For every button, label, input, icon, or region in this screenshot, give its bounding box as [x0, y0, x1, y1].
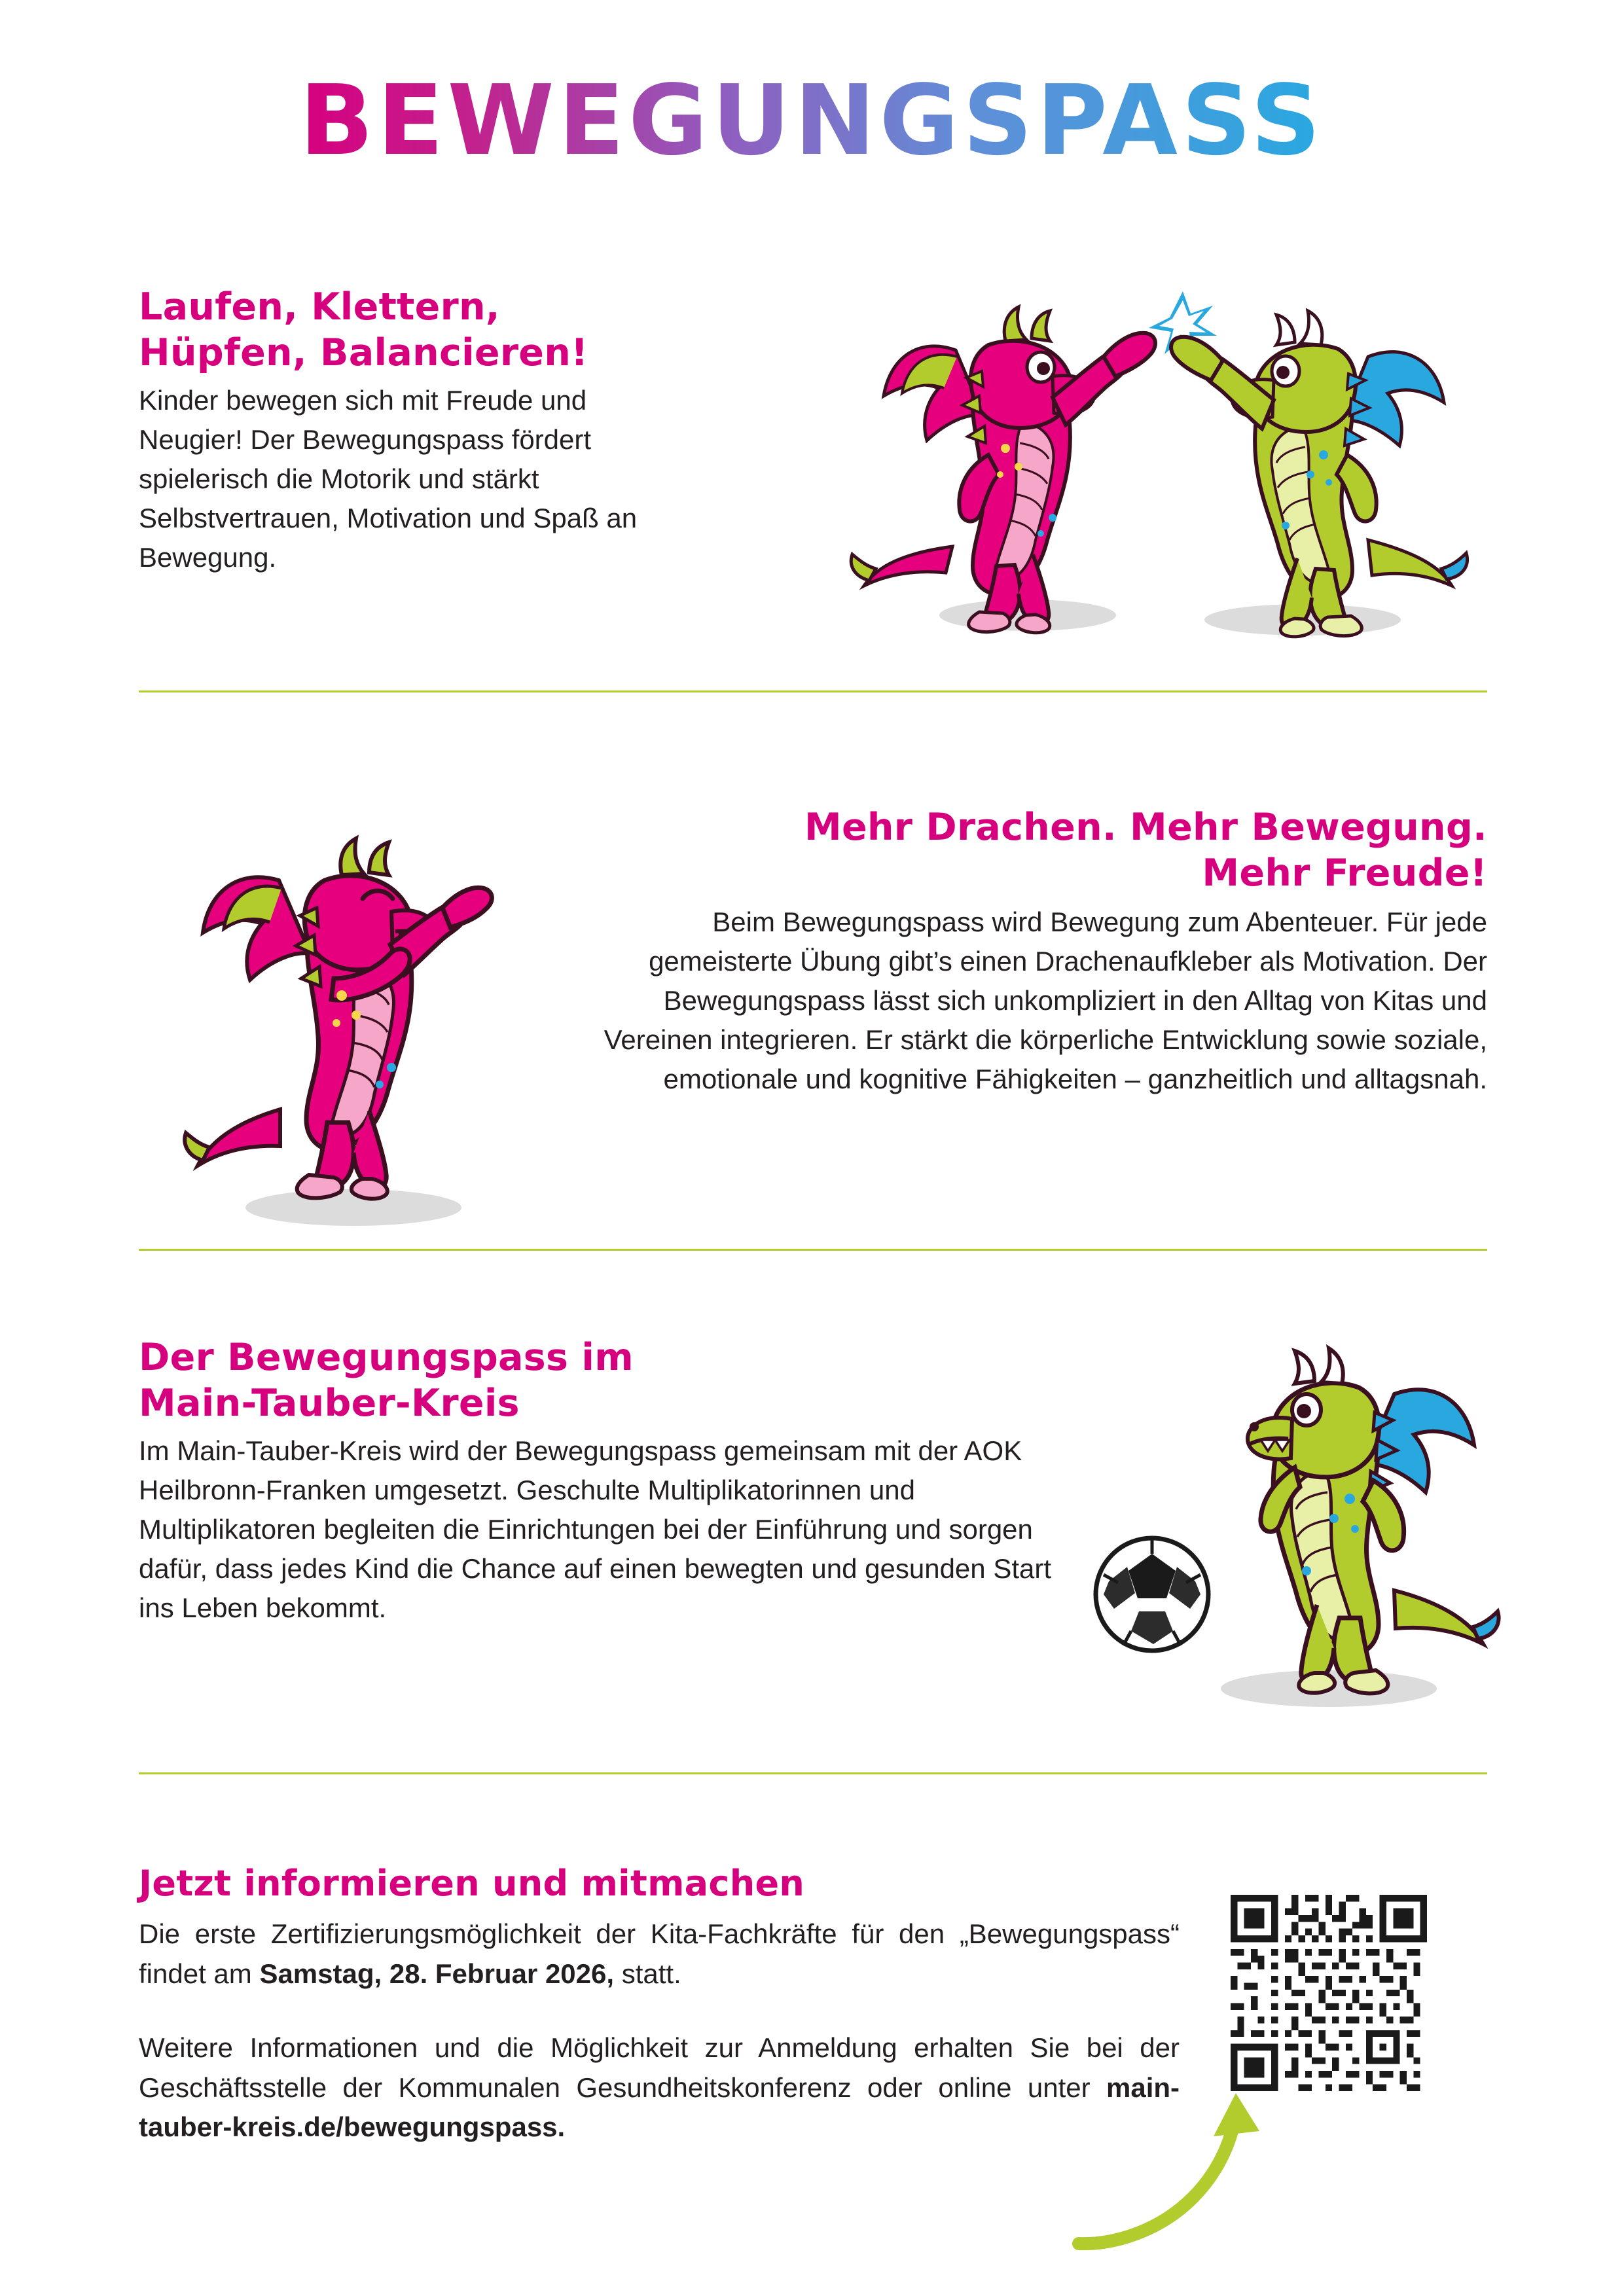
section-laufen-klettern-text — [139, 285, 682, 577]
cta-paragraph-1-part2: statt. — [614, 1958, 681, 1989]
section-main-tauber-kreis-text — [139, 1335, 1055, 1628]
green-dragon-with-football-illustration — [1054, 1309, 1532, 1721]
section-mehr-drachen-heading-line1: Mehr Drachen. Mehr Bewegung. — [804, 806, 1487, 849]
cta-paragraph-2 — [139, 2028, 1180, 2148]
cta-heading: Jetzt informieren und mitmachen — [139, 1863, 805, 1904]
cta-paragraph-1-part1: Die erste Zertifizierungsmöglichkeit der Kita-Fachkräfte für den „Bewegungspass“ findet am — [139, 1918, 1180, 1989]
cta-block — [139, 1862, 1180, 2147]
section-mehr-drachen-body: Beim Bewegungspass wird Bewegung zum Abenteuer. Für jede gemeisterte Übung gibt’s einen Drachenaufkleber als Motivation. Der Bewegungspass lässt sich unkompliziert in den Alltag von Kitas und Vereinen integrieren. Er stärkt die körperliche Entwicklung sowie soziale, emotionale und kognitive Fähigkeiten – ganzheitlich und alltagsnah. — [604, 906, 1487, 1095]
section-laufen-klettern-heading-line2: Hüpfen, Balancieren! — [139, 331, 588, 374]
section-mehr-drachen-heading-line2: Mehr Freude! — [1202, 851, 1487, 895]
page-title — [0, 64, 1624, 177]
section-main-tauber-kreis-heading-line2: Main-Tauber-Kreis — [139, 1381, 520, 1425]
divider-3 — [139, 1772, 1487, 1774]
cta-date: Samstag, 28. Februar 2026, — [259, 1958, 615, 1989]
page-title-text: BEWEGUNGSPASS — [299, 64, 1325, 177]
section-laufen-klettern-body: Kinder bewegen sich mit Freude und Neugier! Der Bewegungspass fördert spielerisch die Motorik und stärkt Selbstvertrauen, Motivation und Spaß an Bewegung. — [139, 385, 638, 573]
cta-paragraph-2-part1: Weitere Informationen und die Möglichkeit zur Anmeldung erhalten Sie bei der Geschäftsstelle der Kommunalen Gesundheitskonferenz oder online unter — [139, 2032, 1180, 2103]
cta-paragraph-1 — [139, 1914, 1180, 1994]
section-mehr-drachen-text — [577, 805, 1487, 1099]
qr-code[interactable] — [1231, 1895, 1427, 2091]
section-main-tauber-kreis-body: Im Main-Tauber-Kreis wird der Bewegungspass gemeinsam mit der AOK Heilbronn-Franken umgesetzt. Geschulte Multiplikatorinnen und Multiplikatoren begleiten die Einrichtungen bei der Einführung und sorgen dafür, dass jedes Kind die Chance auf einen bewegten und gesunden Start ins Leben bekommt. — [139, 1435, 1052, 1624]
section-main-tauber-kreis-heading-line1: Der Bewegungspass im — [139, 1336, 634, 1379]
section-laufen-klettern-heading-line1: Laufen, Klettern, — [139, 285, 500, 329]
cta-website-url[interactable]: main-tauber-kreis.de/bewegungspass. — [139, 2072, 1180, 2143]
divider-2 — [139, 1249, 1487, 1251]
pink-dragon-cheering-illustration — [137, 782, 537, 1240]
divider-1 — [139, 691, 1487, 692]
two-dragons-high-five-illustration — [792, 259, 1532, 645]
curved-arrow-pointing-to-qr-code — [1067, 2081, 1283, 2251]
